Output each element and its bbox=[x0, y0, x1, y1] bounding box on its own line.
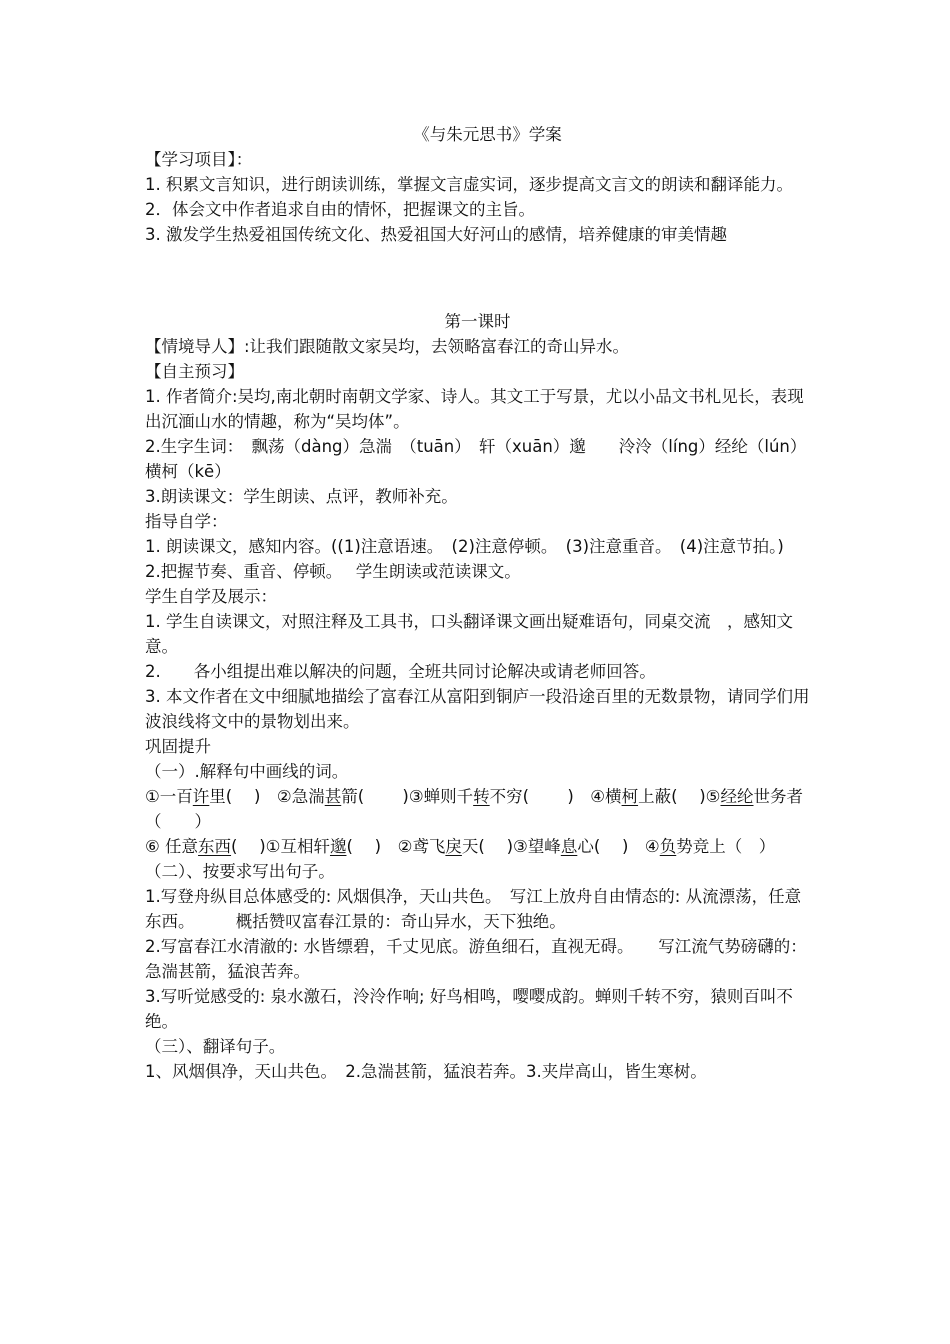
objectives-heading: 【学习项目】： bbox=[145, 150, 253, 169]
self-study-item: 3. 本文作者在文中细腻地描绘了富春江从富阳到铜庐一段沿途百里的无数景物，请同学们用波浪线将文中的景物划出来。 bbox=[145, 687, 810, 731]
exercise-text: 箭( )③蝉则千 bbox=[341, 787, 474, 806]
objective-item: 3. 激发学生热爱祖国传统文化、热爱祖国大好河山的感情，培养健康的审美情趣 bbox=[145, 225, 727, 244]
self-study-item: 2. 各小组提出难以解决的问题，全班共同讨论解决或请老师回答。 bbox=[145, 662, 656, 681]
guide-heading: 指导自学： bbox=[145, 512, 228, 531]
guide-item: 2.把握节奏、重音、停顿。 学生朗读或范读课文。 bbox=[145, 562, 521, 581]
document-title: 《与朱元思书》学案 bbox=[413, 125, 562, 144]
underlined-word: 负 bbox=[659, 837, 677, 856]
translation-items: 1、风烟俱净，天山共色。 2.急湍甚箭，猛浪若奔。3.夹岸高山，皆生寒树。 bbox=[145, 1062, 707, 1081]
underlined-word: 转 bbox=[473, 787, 490, 806]
exercise-text: 势竞上（ ） bbox=[676, 837, 776, 856]
exercise-text: 世务者（ ） bbox=[145, 787, 803, 831]
underlined-word: 许 bbox=[192, 787, 210, 806]
exercise-text: 心( ) ④ bbox=[577, 837, 660, 856]
lesson-title: 第一课时 bbox=[444, 312, 511, 331]
preview-heading: 【自主预习】 bbox=[145, 362, 244, 381]
sentence-item: 2.写富春江水清澈的: 水皆缥碧，千丈见底。游鱼细石，直视无碍。 写江流气势磅礴的：急湍甚箭，猛浪苦奔。 bbox=[145, 937, 807, 981]
reading-task: 3.朗读课文：学生朗读、点评，教师补充。 bbox=[145, 487, 458, 506]
document-body bbox=[145, 122, 810, 1084]
exercise-row bbox=[145, 784, 810, 834]
sentence-item: 1.写登舟纵目总体感受的: 风烟俱净，天山共色。 写江上放舟自由情态的: 从流漂荡，任意东西。 概括赞叹富春江景的：奇山异水，天下独绝。 bbox=[145, 887, 802, 931]
objective-item: 2．体会文中作者追求自由的情怀，把握课文的主旨。 bbox=[145, 200, 535, 219]
exercise-text: 天( )③望峰 bbox=[461, 837, 561, 856]
exercise-text: ( )①互相轩 bbox=[231, 837, 330, 856]
exercise-text: ①一百 bbox=[145, 787, 193, 806]
part2-heading: （二）、按要求写出句子。 bbox=[145, 862, 335, 881]
guide-item: 1. 朗读课文，感知内容。((1)注意语速。 (2)注意停顿。 (3)注意重音。 (4)注意节拍。) bbox=[145, 537, 784, 556]
intro-text: 【情境导人】:让我们跟随散文家吴均，去领略富春江的奇山异水。 bbox=[145, 337, 630, 356]
part3-heading: （三）、翻译句子。 bbox=[145, 1037, 286, 1056]
underlined-word: 息 bbox=[560, 837, 578, 856]
underlined-word: 戾 bbox=[445, 837, 462, 856]
author-intro: 1. 作者简介:吴均,南北朝时南朝文学家、诗人。其文工于写景，尤以小品文书札见长，表现出沉湎山水的情趣，称为“吴均体”。 bbox=[145, 387, 804, 431]
spacer bbox=[145, 247, 810, 309]
self-study-item: 1. 学生自读课文，对照注释及工具书，口头翻译课文画出疑难语句，同桌交流 ，感知文意。 bbox=[145, 612, 793, 656]
consolidate-heading: 巩固提升 bbox=[145, 737, 211, 756]
objective-item: 1. 积累文言知识，进行朗读训练，掌握文言虚实词，逐步提高文言文的朗读和翻译能力。 bbox=[145, 175, 793, 194]
part1-heading: （一）.解释句中画线的词。 bbox=[145, 762, 349, 781]
exercise-text: 不穷( ) ④横 bbox=[489, 787, 622, 806]
sentence-item: 3.写听觉感受的: 泉水激石，泠泠作响; 好鸟相鸣，嘤嘤成韵。蝉则千转不穷，猿则百叫不绝。 bbox=[145, 987, 793, 1031]
underlined-word: 邈 bbox=[329, 837, 347, 856]
exercise-text: ( ) ②鸢飞 bbox=[346, 837, 446, 856]
underlined-word: 经纶 bbox=[720, 787, 754, 806]
self-study-heading: 学生自学及展示： bbox=[145, 587, 277, 606]
underlined-word: 东西 bbox=[198, 837, 232, 856]
vocabulary: 2.生字生词： 飘荡（dàng）急湍 （tuān） 轩（xuān）邈 泠泠（líng）经纶（lún）横柯（kē） bbox=[145, 437, 807, 481]
exercise-text: ⑥ 任意 bbox=[145, 837, 199, 856]
underlined-word: 柯 bbox=[621, 787, 639, 806]
exercise-text: 上蔽( )⑤ bbox=[638, 787, 721, 806]
exercise-row bbox=[145, 834, 810, 859]
underlined-word: 甚 bbox=[324, 787, 342, 806]
exercise-text: 里( ) ②急湍 bbox=[209, 787, 325, 806]
